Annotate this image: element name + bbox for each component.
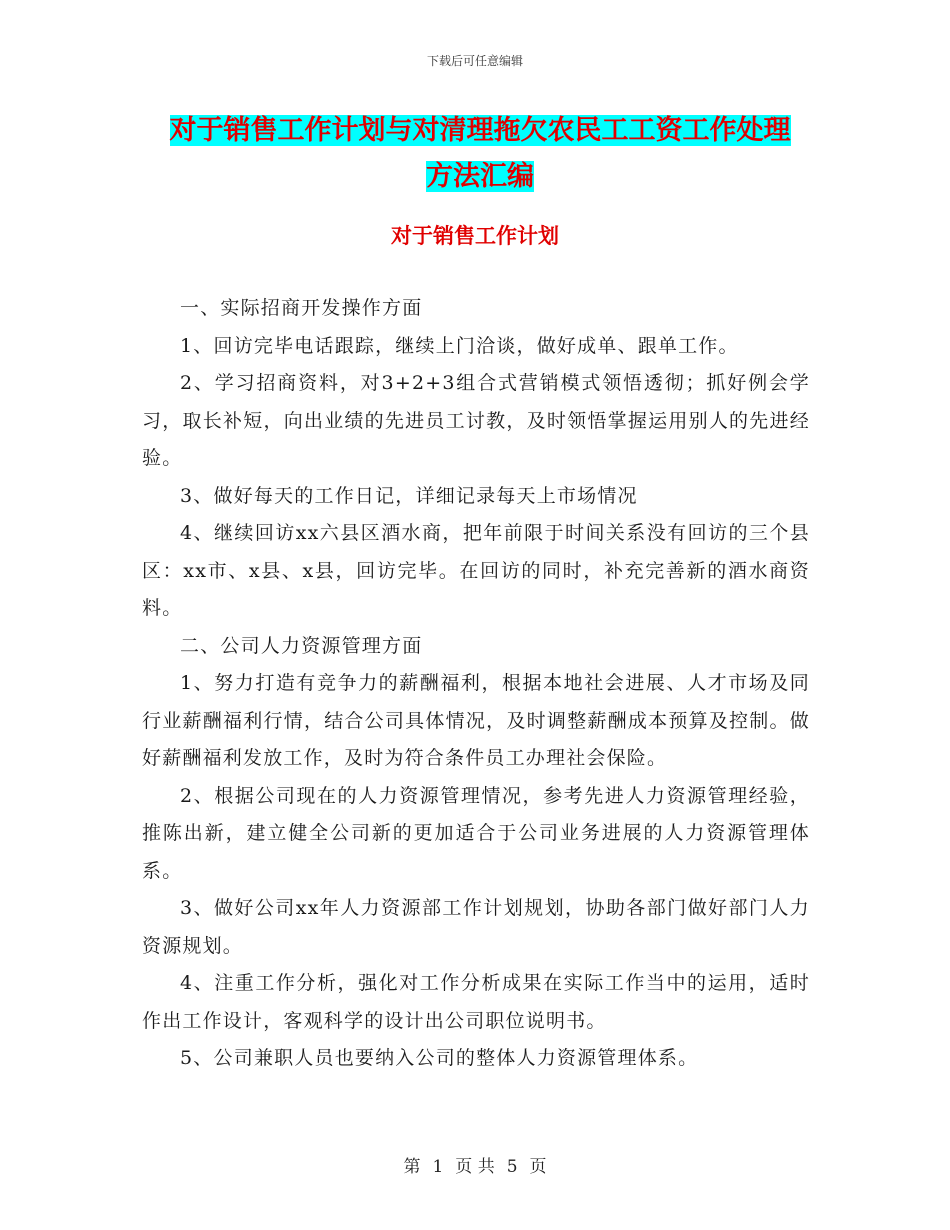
- paragraph: 3、做好每天的工作日记，详细记录每天上市场情况: [180, 484, 638, 507]
- paragraph-heading-2: 二、公司人力资源管理方面: [180, 634, 423, 657]
- footer-prefix: 第: [403, 1157, 421, 1177]
- document-title-line-1: 对于销售工作计划与对清理拖欠农民工工资工作处理: [169, 115, 791, 146]
- footer-suffix: 页: [529, 1157, 547, 1177]
- paragraph: 4、注重工作分析，强化对工作分析成果在实际工作当中的运用，适时作出工作设计，客观科学的设计出公司职位说明书。: [142, 972, 810, 1032]
- footer-middle: 页 共: [455, 1157, 495, 1177]
- page-total: 5: [506, 1157, 518, 1177]
- header-note: 下载后可任意编辑: [426, 54, 523, 68]
- page-number: 1: [432, 1157, 444, 1177]
- paragraph: 2、学习招商资料，对3+2+3组合式营销模式领悟透彻；抓好例会学习，取长补短，向出业绩的先进员工讨教，及时领悟掌握运用别人的先进经验。: [142, 372, 810, 469]
- section-title: 对于销售工作计划: [391, 224, 559, 248]
- paragraph-heading-1: 一、实际招商开发操作方面: [180, 297, 423, 319]
- document-title-line-2: 方法汇编: [426, 161, 534, 192]
- document-title: [140, 108, 820, 200]
- paragraph: 1、努力打造有竞争力的薪酬福利，根据本地社会进展、人才市场及同行业薪酬福利行情，结合公司具体情况，及时调整薪酬成本预算及控制。做好薪酬福利发放工作，及时为符合条件员工办理社会保险。: [142, 672, 810, 769]
- paragraph: 5、公司兼职人员也要纳入公司的整体人力资源管理体系。: [180, 1047, 699, 1069]
- paragraph: 3、做好公司xx年人力资源部工作计划规划，协助各部门做好部门人力资源规划。: [142, 897, 810, 957]
- page-footer: [0, 1152, 950, 1177]
- paragraph: 1、回访完毕电话跟踪，继续上门洽谈，做好成单、跟单工作。: [180, 334, 739, 357]
- paragraph: 4、继续回访xx六县区酒水商，把年前限于时间关系没有回访的三个县区：xx市、x县、x县，回访完毕。在回访的同时，补充完善新的酒水商资料。: [142, 522, 810, 619]
- paragraph: 2、根据公司现在的人力资源管理情况，参考先进人力资源管理经验，推陈出新，建立健全公司新的更加适合于公司业务进展的人力资源管理体系。: [142, 784, 810, 882]
- document-body: [142, 290, 810, 1078]
